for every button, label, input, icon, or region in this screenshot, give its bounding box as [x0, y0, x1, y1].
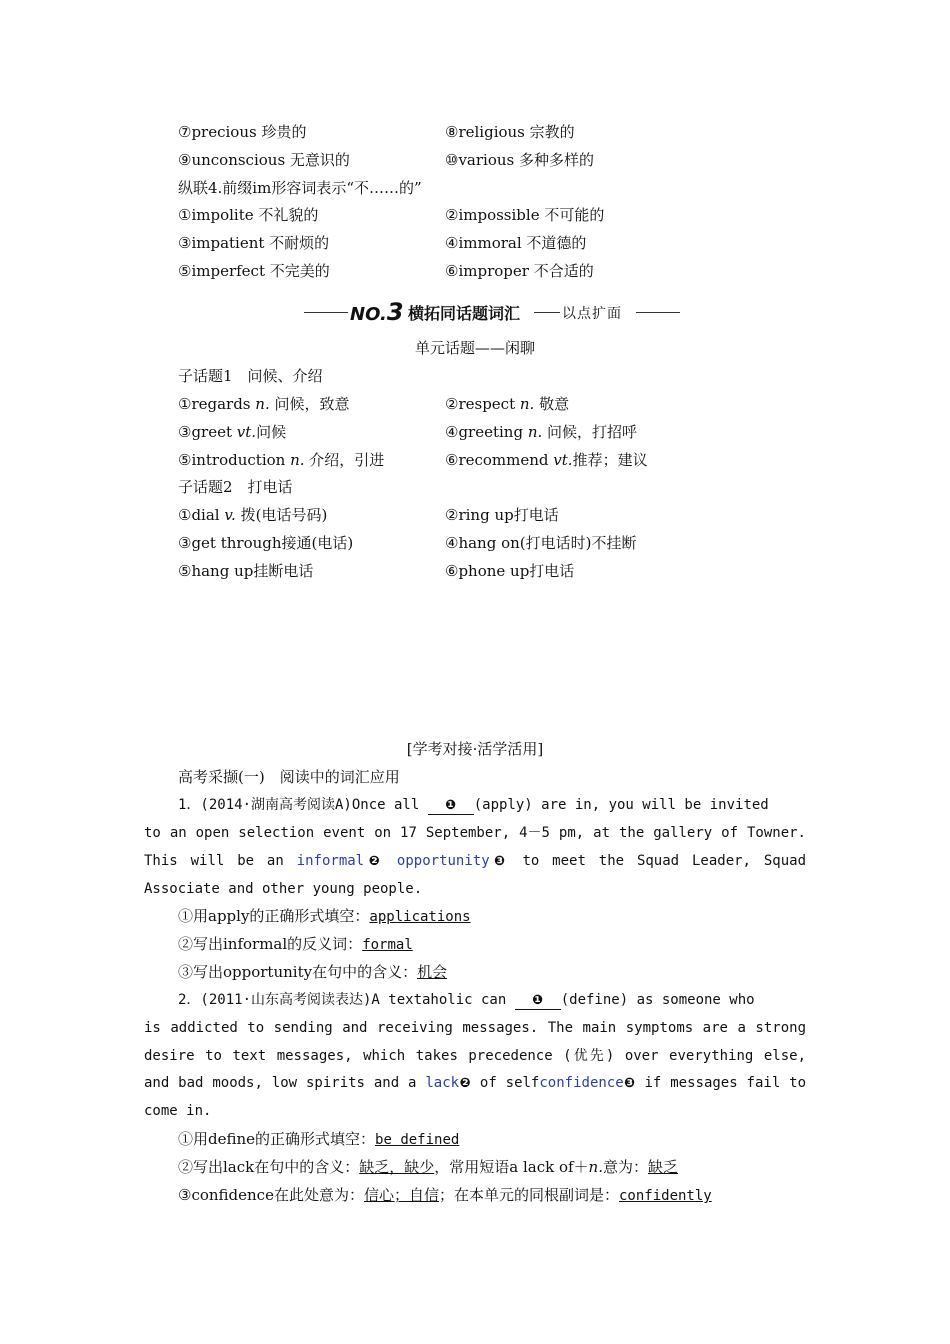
- vocab-item: ⑥improper 不合适的: [445, 262, 594, 280]
- part-title: 高考采撷(一) 阅读中的词汇应用: [178, 768, 400, 786]
- link4-title: 纵联4.前缀im形容词表示“不……的”: [178, 179, 422, 197]
- vocab-item: ⑤imperfect 不完美的: [178, 262, 330, 280]
- vocab-item: ②ring up打电话: [445, 506, 559, 524]
- question-2-line: is addicted to sending and receiving messages. The main symptoms are a strong: [144, 1020, 806, 1036]
- vocab-item: ⑤hang up挂断电话: [178, 562, 314, 580]
- section-banner: [300, 298, 680, 326]
- subtopic-title: 子话题2 打电话: [178, 478, 293, 496]
- sub-question: ②写出lack在句中的含义：缺乏，缺少，常用短语a lack of＋n.意为：缺乏: [178, 1158, 679, 1176]
- vocab-item: ⑩various 多种多样的: [445, 151, 594, 169]
- answer-blank[interactable]: ❶: [428, 797, 474, 815]
- banner-title: 横拓同话题词汇: [408, 304, 521, 323]
- vocab-item: ⑨unconscious 无意识的: [178, 151, 350, 169]
- vocab-item: ⑦precious 珍贵的: [178, 123, 307, 141]
- vocab-item: ③impatient 不耐烦的: [178, 234, 330, 252]
- question-2-line: desire to text messages, which takes precedence (优先) over everything else,: [144, 1048, 806, 1064]
- banner-rule-right: [636, 312, 680, 313]
- unit-topic: 单元话题——闲聊: [414, 339, 535, 357]
- banner-number: NO.3: [350, 298, 404, 326]
- vocab-item: ④greeting n. 问候，打招呼: [445, 423, 638, 441]
- banner-subtitle: 以点扩面: [562, 306, 622, 322]
- sub-question: ①用define的正确形式填空：be defined: [178, 1130, 460, 1148]
- vocab-item: ①dial v. 拨(电话号码): [178, 506, 328, 524]
- sub-question: ①用apply的正确形式填空：applications: [178, 907, 471, 925]
- vocab-item: ④immoral 不道德的: [445, 234, 587, 252]
- question-1-line: to an open selection event on 17 September, 4－5 pm, at the gallery of Towner.: [144, 825, 806, 841]
- sub-question: ③写出opportunity在句中的含义：机会: [178, 963, 448, 981]
- vocab-item: ⑤introduction n. 介绍，引进: [178, 451, 385, 469]
- question-1-line: Associate and other young people.: [144, 881, 423, 897]
- sub-question: ③confidence在此处意为：信心；自信；在本单元的同根副词是：confidently: [178, 1186, 712, 1204]
- vocab-item: ②impossible 不可能的: [445, 206, 605, 224]
- section-header: [学考对接·活学活用]: [406, 740, 544, 758]
- vocab-item: ⑥phone up打电话: [445, 562, 575, 580]
- vocab-item: ③greet vt.问候: [178, 423, 287, 441]
- vocab-item: ⑥recommend vt.推荐；建议: [445, 451, 648, 469]
- answer-blank[interactable]: ❶: [515, 992, 561, 1010]
- question-2-line: and bad moods, low spirits and a lack❷ of selfconfidence❸ if messages fail to: [144, 1075, 807, 1091]
- banner-rule-left: [304, 312, 348, 313]
- vocab-item: ②respect n. 敬意: [445, 395, 570, 413]
- question-1-line: This will be an informal❷ opportunity❸ to meet the Squad Leader, Squad: [144, 853, 806, 869]
- subtopic-title: 子话题1 问候、介绍: [178, 367, 323, 385]
- banner-rule-mid: [534, 312, 560, 313]
- vocab-item: ①regards n. 问候，致意: [178, 395, 350, 413]
- vocab-item: ①impolite 不礼貌的: [178, 206, 319, 224]
- question-1-line: 1．(2014·湖南高考阅读A)Once all ❶ (apply) are in, you will be invited: [178, 797, 769, 813]
- question-2-line: 2．(2011·山东高考阅读表达)A textaholic can ❶ (define) as someone who: [178, 992, 755, 1008]
- vocab-item: ③get through接通(电话): [178, 534, 354, 552]
- question-2-line: come in.: [144, 1103, 212, 1119]
- sub-question: ②写出informal的反义词：formal: [178, 935, 413, 953]
- vocab-item: ⑧religious 宗教的: [445, 123, 575, 141]
- vocab-item: ④hang on(打电话时)不挂断: [445, 534, 637, 552]
